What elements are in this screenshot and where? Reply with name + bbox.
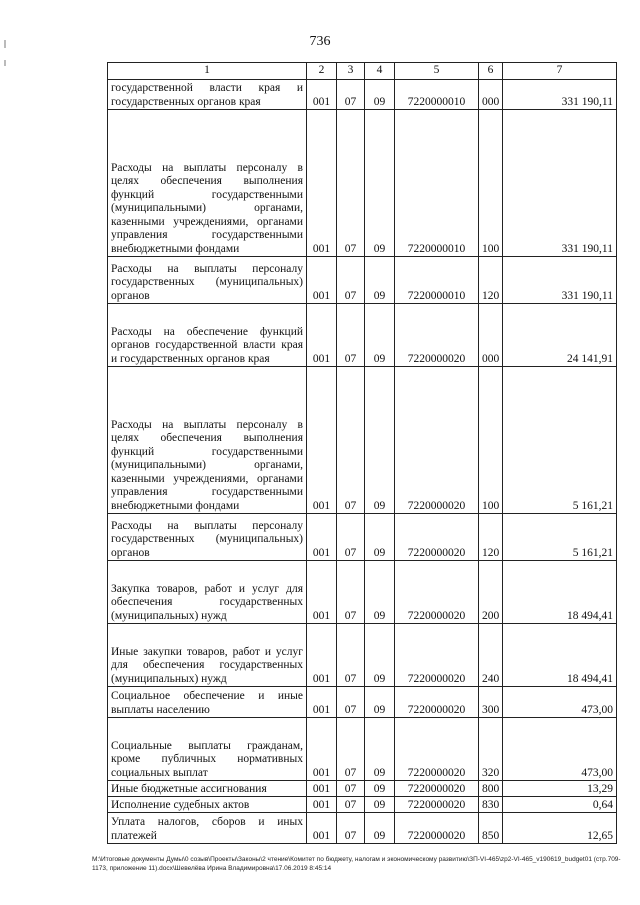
cell-c4: 09 [365,514,395,561]
cell-c6: 320 [479,718,503,781]
cell-c2: 001 [307,257,337,304]
cell-c4: 09 [365,624,395,687]
cell-c4: 09 [365,110,395,257]
cell-c3: 07 [337,514,365,561]
cell-sum: 331 190,11 [503,110,617,257]
cell-c4: 09 [365,718,395,781]
cell-c6: 120 [479,514,503,561]
cell-c4: 09 [365,367,395,514]
row-name: Расходы на выплаты персоналу в целях обеспечения выполнения функций государственными (муниципальными) органами, казенными учреждениями, органами управления государственными внебюджетными фондами [108,110,307,257]
cell-c3: 07 [337,561,365,624]
cell-c6: 200 [479,561,503,624]
cell-c6: 000 [479,80,503,110]
cell-c4: 09 [365,80,395,110]
row-name: Уплата налогов, сборов и иных платежей [108,813,307,844]
cell-c2: 001 [307,813,337,844]
cell-c5: 7220000020 [395,687,479,718]
table-row [108,624,617,687]
cell-c4: 09 [365,813,395,844]
cell-sum: 5 161,21 [503,367,617,514]
cell-sum: 473,00 [503,687,617,718]
cell-c6: 100 [479,110,503,257]
column-header: 2 [307,63,337,80]
cell-c2: 001 [307,718,337,781]
cell-c3: 07 [337,797,365,813]
table-row [108,110,617,257]
cell-c6: 850 [479,813,503,844]
cell-c4: 09 [365,561,395,624]
cell-c4: 09 [365,797,395,813]
cell-c6: 800 [479,781,503,797]
table-row [108,561,617,624]
budget-table [107,62,617,844]
cell-c2: 001 [307,367,337,514]
cell-c5: 7220000020 [395,514,479,561]
cell-c3: 07 [337,687,365,718]
cell-c6: 100 [479,367,503,514]
row-name: государственной власти края и государственных органов края [108,80,307,110]
cell-sum: 331 190,11 [503,257,617,304]
cell-sum: 5 161,21 [503,514,617,561]
cell-c3: 07 [337,624,365,687]
cell-c6: 830 [479,797,503,813]
cell-c4: 09 [365,781,395,797]
table-row [108,781,617,797]
row-name: Исполнение судебных актов [108,797,307,813]
cell-c3: 07 [337,367,365,514]
header-row [108,63,617,80]
cell-c6: 300 [479,687,503,718]
table-row [108,367,617,514]
cell-c3: 07 [337,781,365,797]
table-row [108,718,617,781]
cell-c2: 001 [307,797,337,813]
row-name: Закупка товаров, работ и услуг для обеспечения государственных (муниципальных) нужд [108,561,307,624]
table-row [108,304,617,367]
cell-c5: 7220000020 [395,304,479,367]
table-row [108,687,617,718]
cell-c6: 000 [479,304,503,367]
cell-c5: 7220000020 [395,781,479,797]
cell-c5: 7220000020 [395,624,479,687]
row-name: Расходы на выплаты персоналу государственных (муниципальных) органов [108,257,307,304]
cell-c5: 7220000010 [395,110,479,257]
table-row [108,257,617,304]
cell-c3: 07 [337,257,365,304]
cell-c2: 001 [307,514,337,561]
cell-c3: 07 [337,304,365,367]
cell-c2: 001 [307,781,337,797]
table-row [108,80,617,110]
page-number: 736 [309,34,331,49]
row-name: Социальное обеспечение и иные выплаты населению [108,687,307,718]
row-name: Иные бюджетные ассигнования [108,781,307,797]
cell-c4: 09 [365,257,395,304]
column-header: 7 [503,63,617,80]
table-row [108,813,617,844]
cell-c2: 001 [307,80,337,110]
column-header: 3 [337,63,365,80]
cell-sum: 13,29 [503,781,617,797]
cell-c2: 001 [307,624,337,687]
row-name: Расходы на выплаты персоналу государственных (муниципальных) органов [108,514,307,561]
cell-sum: 12,65 [503,813,617,844]
cell-sum: 473,00 [503,718,617,781]
column-header: 4 [365,63,395,80]
cell-c5: 7220000020 [395,367,479,514]
cell-c5: 7220000020 [395,561,479,624]
scan-edge-mark [4,60,6,66]
row-name: Социальные выплаты гражданам, кроме публичных нормативных социальных выплат [108,718,307,781]
cell-c3: 07 [337,110,365,257]
cell-c5: 7220000020 [395,718,479,781]
row-name: Расходы на обеспечение функций органов государственной власти края и государственных органов края [108,304,307,367]
row-name: Иные закупки товаров, работ и услуг для обеспечения государственных (муниципальных) нужд [108,624,307,687]
cell-c3: 07 [337,80,365,110]
cell-c3: 07 [337,718,365,781]
row-name: Расходы на выплаты персоналу в целях обеспечения выполнения функций государственными (муниципальными) органами, казенными учреждениями, органами управления государственными внебюджетными фондами [108,367,307,514]
column-header: 1 [108,63,307,80]
table-row [108,797,617,813]
column-header: 6 [479,63,503,80]
cell-sum: 18 494,41 [503,624,617,687]
cell-sum: 0,64 [503,797,617,813]
cell-sum: 18 494,41 [503,561,617,624]
cell-sum: 331 190,11 [503,80,617,110]
cell-c3: 07 [337,813,365,844]
cell-c5: 7220000020 [395,797,479,813]
cell-c2: 001 [307,110,337,257]
cell-c5: 7220000010 [395,80,479,110]
cell-c6: 120 [479,257,503,304]
cell-c5: 7220000010 [395,257,479,304]
cell-c5: 7220000020 [395,813,479,844]
cell-c4: 09 [365,687,395,718]
cell-sum: 24 141,91 [503,304,617,367]
file-path-footer: M:\Итоговые документы Думы\0 созыв\Проекты\Законы\2 чтение\Комитет по бюджету, налогам и экономическому развитию\ЗП-VI-465\zp2-VI-465_v190619_budget01 (стр.709-1173, приложение 11).docx\Шевелёва Ирина Владимировна\17.06.2019 8:45:14 [92,856,621,872]
cell-c4: 09 [365,304,395,367]
column-header: 5 [395,63,479,80]
table-row [108,514,617,561]
cell-c2: 001 [307,304,337,367]
cell-c6: 240 [479,624,503,687]
cell-c2: 001 [307,687,337,718]
cell-c2: 001 [307,561,337,624]
